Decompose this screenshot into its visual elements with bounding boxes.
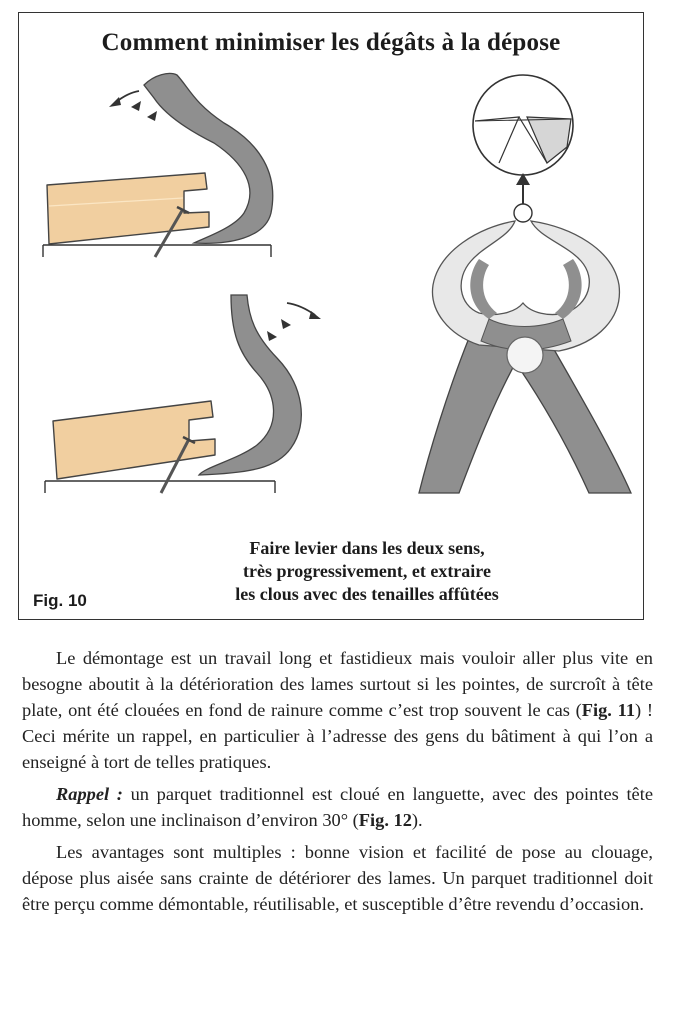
rappel-lead: Rappel :	[56, 784, 123, 804]
figure-reference-12: Fig. 12	[358, 810, 412, 830]
floorboard-top	[47, 173, 209, 244]
body-text	[22, 645, 653, 917]
pivot-rivet	[507, 337, 543, 373]
caption-line-1: Faire levier dans les deux sens,	[249, 538, 485, 558]
figure-box	[18, 12, 644, 620]
paragraph-2: Rappel : un parquet traditionnel est cloué en languette, avec des pointes tête homme, selon une inclinaison d’environ 30° (Fig. 12).	[22, 784, 653, 830]
figure-title: Comment minimiser les dégâts à la dépose	[101, 29, 561, 56]
caption-line-2: très progressivement, et extraire	[243, 561, 491, 581]
figure-reference-11: Fig. 11	[581, 700, 636, 720]
figure-illustration	[19, 13, 645, 621]
paragraph-3: Les avantages sont multiples : bonne vision et facilité de pose au clouage, dépose plus aisée sans crainte de détériorer des lames. Un parquet traditionnel doit être perçu comme démontable, réutilisable, et susceptible d’être revendu d’occasion.	[22, 842, 653, 914]
paragraph-1: Le démontage est un travail long et fastidieux mais vouloir aller plus vite en besogne aboutit à la détérioration des lames surtout si les pointes, de surcroît à tête plate, ont été clouées en fond de rainure comme c’est trop souvent le cas (Fig. 11) ! Ceci mérite un rappel, en particulier à l’adresse des gens du bâtiment à qui l’on a enseigné à tort de telles pratiques.	[22, 648, 653, 772]
pincers-illustration	[419, 75, 631, 493]
figure-label: Fig. 10	[33, 591, 87, 610]
motion-arrows-top	[109, 91, 157, 121]
prying-scene-top	[43, 73, 273, 257]
motion-arrows-bottom	[267, 303, 321, 341]
caption-line-3: les clous avec des tenailles affûtées	[235, 584, 499, 604]
magnified-jaw-detail	[473, 75, 573, 175]
prying-scene-bottom	[45, 295, 321, 493]
